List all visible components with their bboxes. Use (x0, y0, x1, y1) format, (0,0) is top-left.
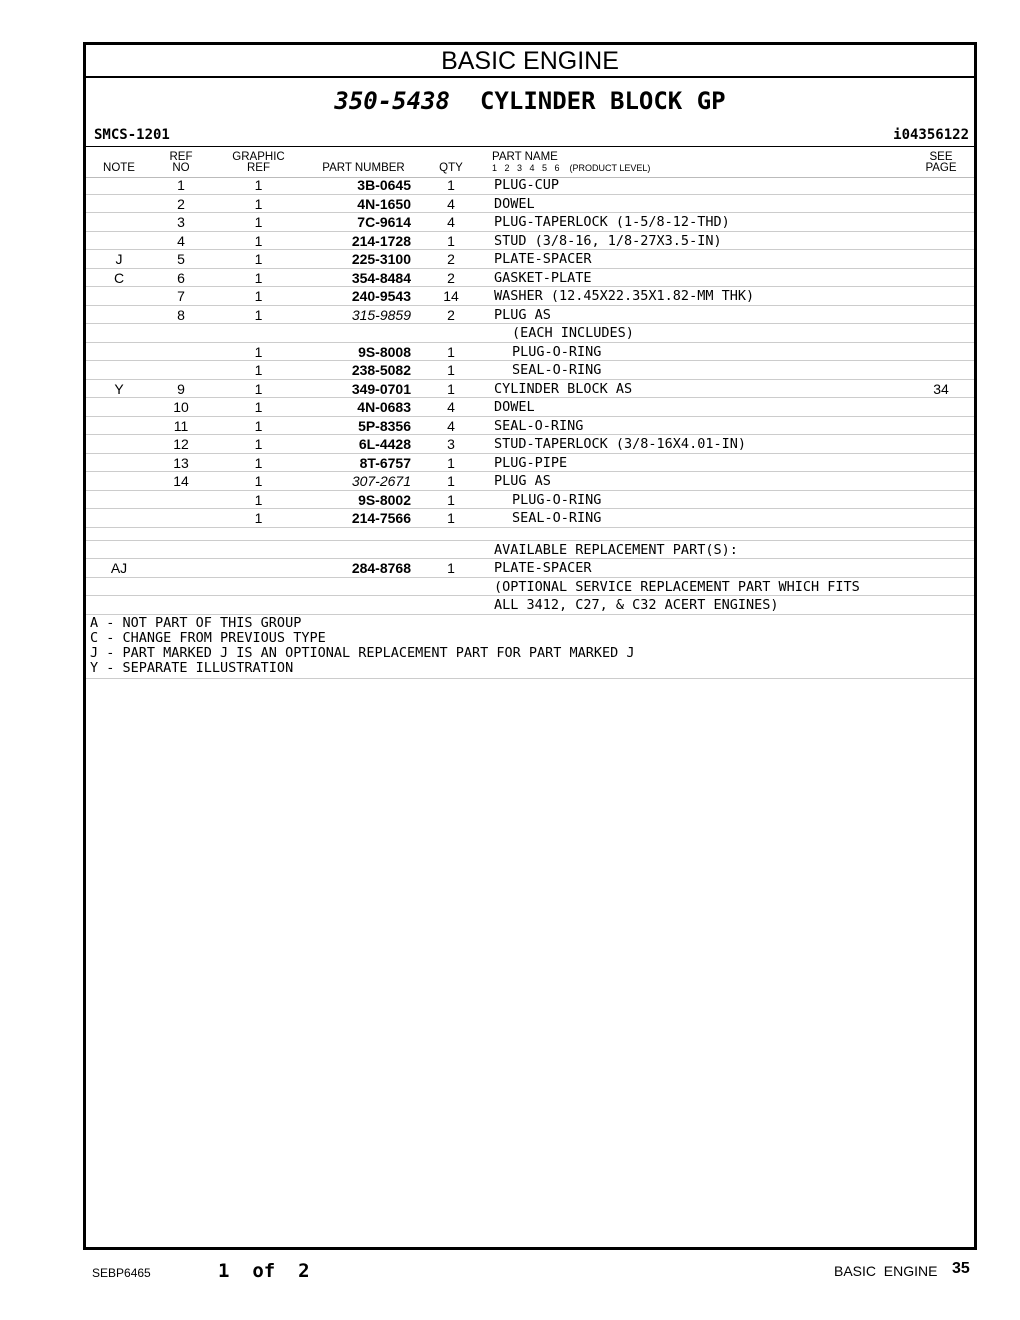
row-part-name: PLATE-SPACER (494, 560, 592, 576)
row-part-number: 3B-0645 (357, 177, 411, 193)
row-graphic-ref: 1 (254, 232, 263, 249)
row-part-number: 354-8484 (351, 269, 411, 286)
row-qty: 1 (447, 473, 455, 489)
row-ref-no: 4 (177, 232, 185, 249)
row-part-number: 9S-8002 (358, 491, 411, 508)
row-part-name: AVAILABLE REPLACEMENT PART(S): (494, 541, 738, 558)
col-graphic-2: REF (247, 162, 270, 174)
col-part-number: PART NUMBER (322, 162, 405, 174)
table-row (86, 541, 974, 560)
row-qty: 2 (447, 306, 455, 323)
col-product-level: 1 2 3 4 5 6 (PRODUCT LEVEL) (492, 163, 651, 173)
parts-page-frame (83, 42, 977, 1250)
row-part-number: 225-3100 (351, 251, 411, 267)
col-note: NOTE (103, 162, 135, 174)
row-part-name: SEAL-O-RING (494, 417, 584, 434)
row-part-number: 214-1728 (351, 232, 411, 249)
row-part-name: PLUG-CUP (494, 177, 560, 193)
group-name: CYLINDER BLOCK GP (479, 87, 726, 115)
table-row (86, 287, 974, 306)
row-graphic-ref: 1 (254, 214, 263, 230)
row-part-number: 4N-1650 (357, 195, 411, 212)
row-part-name: WASHER (12.45X22.35X1.82-MM THK) (494, 288, 755, 304)
row-note: C (113, 269, 125, 286)
row-part-number: 284-8768 (351, 560, 411, 576)
row-part-name: STUD (3/8-16, 1/8-27X3.5-IN) (494, 232, 722, 249)
notes-legend (86, 616, 974, 679)
row-graphic-ref: 1 (254, 491, 263, 508)
row-graphic-ref: 1 (254, 510, 263, 526)
table-row (86, 454, 974, 473)
row-note: AJ (110, 560, 128, 576)
row-part-name: PLUG-O-RING (512, 343, 602, 360)
row-qty: 1 (447, 177, 455, 193)
table-row (86, 324, 974, 343)
row-qty: 1 (447, 380, 455, 397)
row-part-number: 315-9859 (351, 306, 411, 323)
row-part-name: SEAL-O-RING (512, 510, 602, 526)
table-row (86, 269, 974, 288)
row-graphic-ref: 1 (254, 177, 263, 193)
col-graphic-1: GRAPHIC (232, 151, 285, 163)
group-number: 350-5438 (334, 87, 450, 115)
row-ref-no: 11 (173, 417, 189, 434)
row-graphic-ref: 1 (254, 269, 263, 286)
row-part-number: 5P-8356 (358, 417, 411, 434)
row-qty: 2 (447, 251, 455, 267)
smcs-code: SMCS-1201 (94, 127, 170, 143)
row-note: Y (114, 380, 124, 397)
row-qty: 1 (447, 454, 455, 471)
row-part-number: 307-2671 (351, 473, 411, 489)
row-qty: 1 (447, 343, 455, 360)
table-row (86, 472, 974, 491)
table-row (86, 232, 974, 251)
row-graphic-ref: 1 (254, 306, 263, 323)
row-qty: 2 (447, 269, 455, 286)
illustration-id: i04356122 (893, 127, 969, 143)
row-part-number: 240-9543 (351, 288, 411, 304)
row-ref-no: 5 (177, 251, 185, 267)
col-part-name: PART NAME (492, 151, 558, 163)
row-graphic-ref: 1 (254, 417, 263, 434)
table-row (86, 398, 974, 417)
table-row (86, 176, 974, 195)
row-part-name: GASKET-PLATE (494, 269, 592, 286)
row-qty: 4 (447, 214, 455, 230)
row-note: J (115, 251, 123, 267)
table-row (86, 528, 974, 541)
note-line: C - CHANGE FROM PREVIOUS TYPE (90, 630, 326, 646)
row-part-name: DOWEL (494, 399, 535, 415)
row-graphic-ref: 1 (254, 195, 263, 212)
note-line: J - PART MARKED J IS AN OPTIONAL REPLACEMENT PART FOR PART MARKED J (90, 645, 635, 661)
row-part-number: 349-0701 (351, 380, 411, 397)
table-row (86, 250, 974, 269)
row-qty: 4 (447, 195, 455, 212)
row-graphic-ref: 1 (254, 436, 263, 452)
row-ref-no: 14 (173, 473, 189, 489)
table-row (86, 491, 974, 510)
row-ref-no: 1 (177, 177, 185, 193)
table-row (86, 380, 974, 399)
col-see-1: SEE (929, 151, 953, 163)
col-ref-1: REF (169, 151, 193, 163)
row-part-number: 238-5082 (351, 362, 411, 378)
table-row (86, 306, 974, 325)
row-part-number: 9S-8008 (358, 343, 411, 360)
row-qty: 14 (443, 288, 459, 304)
row-part-number: 214-7566 (351, 510, 411, 526)
page-footer (0, 1258, 1020, 1288)
row-part-name: DOWEL (494, 195, 535, 212)
row-part-name: CYLINDER BLOCK AS (494, 380, 633, 397)
row-qty: 1 (447, 232, 455, 249)
row-ref-no: 10 (173, 399, 189, 415)
row-qty: 4 (447, 399, 455, 415)
group-title (86, 87, 974, 115)
row-graphic-ref: 1 (254, 473, 263, 489)
row-ref-no: 9 (177, 380, 185, 397)
row-part-name: SEAL-O-RING (512, 362, 602, 378)
table-row (86, 509, 974, 528)
row-qty: 1 (447, 362, 455, 378)
note-line: A - NOT PART OF THIS GROUP (90, 615, 302, 631)
parts-list (86, 176, 974, 615)
row-qty: 1 (447, 510, 455, 526)
row-part-name: PLATE-SPACER (494, 251, 592, 267)
row-graphic-ref: 1 (254, 362, 263, 378)
table-row (86, 559, 974, 578)
row-qty: 1 (447, 491, 455, 508)
row-part-name: (OPTIONAL SERVICE REPLACEMENT PART WHICH FITS (494, 578, 860, 595)
col-qty: QTY (439, 162, 463, 174)
col-ref-2: NO (172, 162, 190, 174)
doc-number: SEBP6465 (92, 1266, 151, 1280)
note-line: Y - SEPARATE ILLUSTRATION (90, 660, 294, 676)
row-part-name: PLUG-PIPE (494, 454, 568, 471)
footer-section: BASIC ENGINE (834, 1263, 938, 1279)
page-count: 1 of 2 (218, 1260, 310, 1282)
column-header (86, 146, 974, 178)
table-row (86, 578, 974, 597)
row-qty: 4 (447, 417, 455, 434)
row-part-name: PLUG AS (494, 473, 551, 489)
row-graphic-ref: 1 (254, 380, 263, 397)
row-graphic-ref: 1 (254, 399, 263, 415)
row-ref-no: 6 (177, 269, 185, 286)
row-graphic-ref: 1 (254, 288, 263, 304)
row-ref-no: 13 (173, 454, 189, 471)
row-graphic-ref: 1 (254, 454, 263, 471)
table-row (86, 343, 974, 362)
row-graphic-ref: 1 (254, 343, 263, 360)
row-part-name: PLUG-TAPERLOCK (1-5/8-12-THD) (494, 214, 730, 230)
row-part-name: PLUG-O-RING (512, 491, 602, 508)
row-graphic-ref: 1 (254, 251, 263, 267)
page-number: 35 (952, 1260, 970, 1277)
row-ref-no: 2 (177, 195, 185, 212)
row-part-name: ALL 3412, C27, & C32 ACERT ENGINES) (494, 597, 779, 613)
row-qty: 3 (447, 436, 455, 452)
section-title: BASIC ENGINE (86, 45, 974, 78)
row-part-name: STUD-TAPERLOCK (3/8-16X4.01-IN) (494, 436, 746, 452)
row-ref-no: 3 (177, 214, 185, 230)
row-ref-no: 12 (173, 436, 189, 452)
table-row (86, 213, 974, 232)
table-row (86, 361, 974, 380)
row-ref-no: 7 (177, 288, 185, 304)
table-row (86, 417, 974, 436)
col-see-2: PAGE (925, 162, 957, 174)
row-part-number: 6L-4428 (358, 436, 411, 452)
row-see-page[interactable]: 34 (933, 380, 949, 397)
row-part-number: 4N-0683 (357, 399, 411, 415)
row-part-name: (EACH INCLUDES) (512, 325, 634, 341)
table-row (86, 195, 974, 214)
table-row (86, 596, 974, 615)
row-part-number: 8T-6757 (359, 454, 411, 471)
row-part-name: PLUG AS (494, 306, 551, 323)
row-qty: 1 (447, 560, 455, 576)
row-part-number: 7C-9614 (357, 214, 411, 230)
table-row (86, 435, 974, 454)
row-ref-no: 8 (177, 306, 185, 323)
